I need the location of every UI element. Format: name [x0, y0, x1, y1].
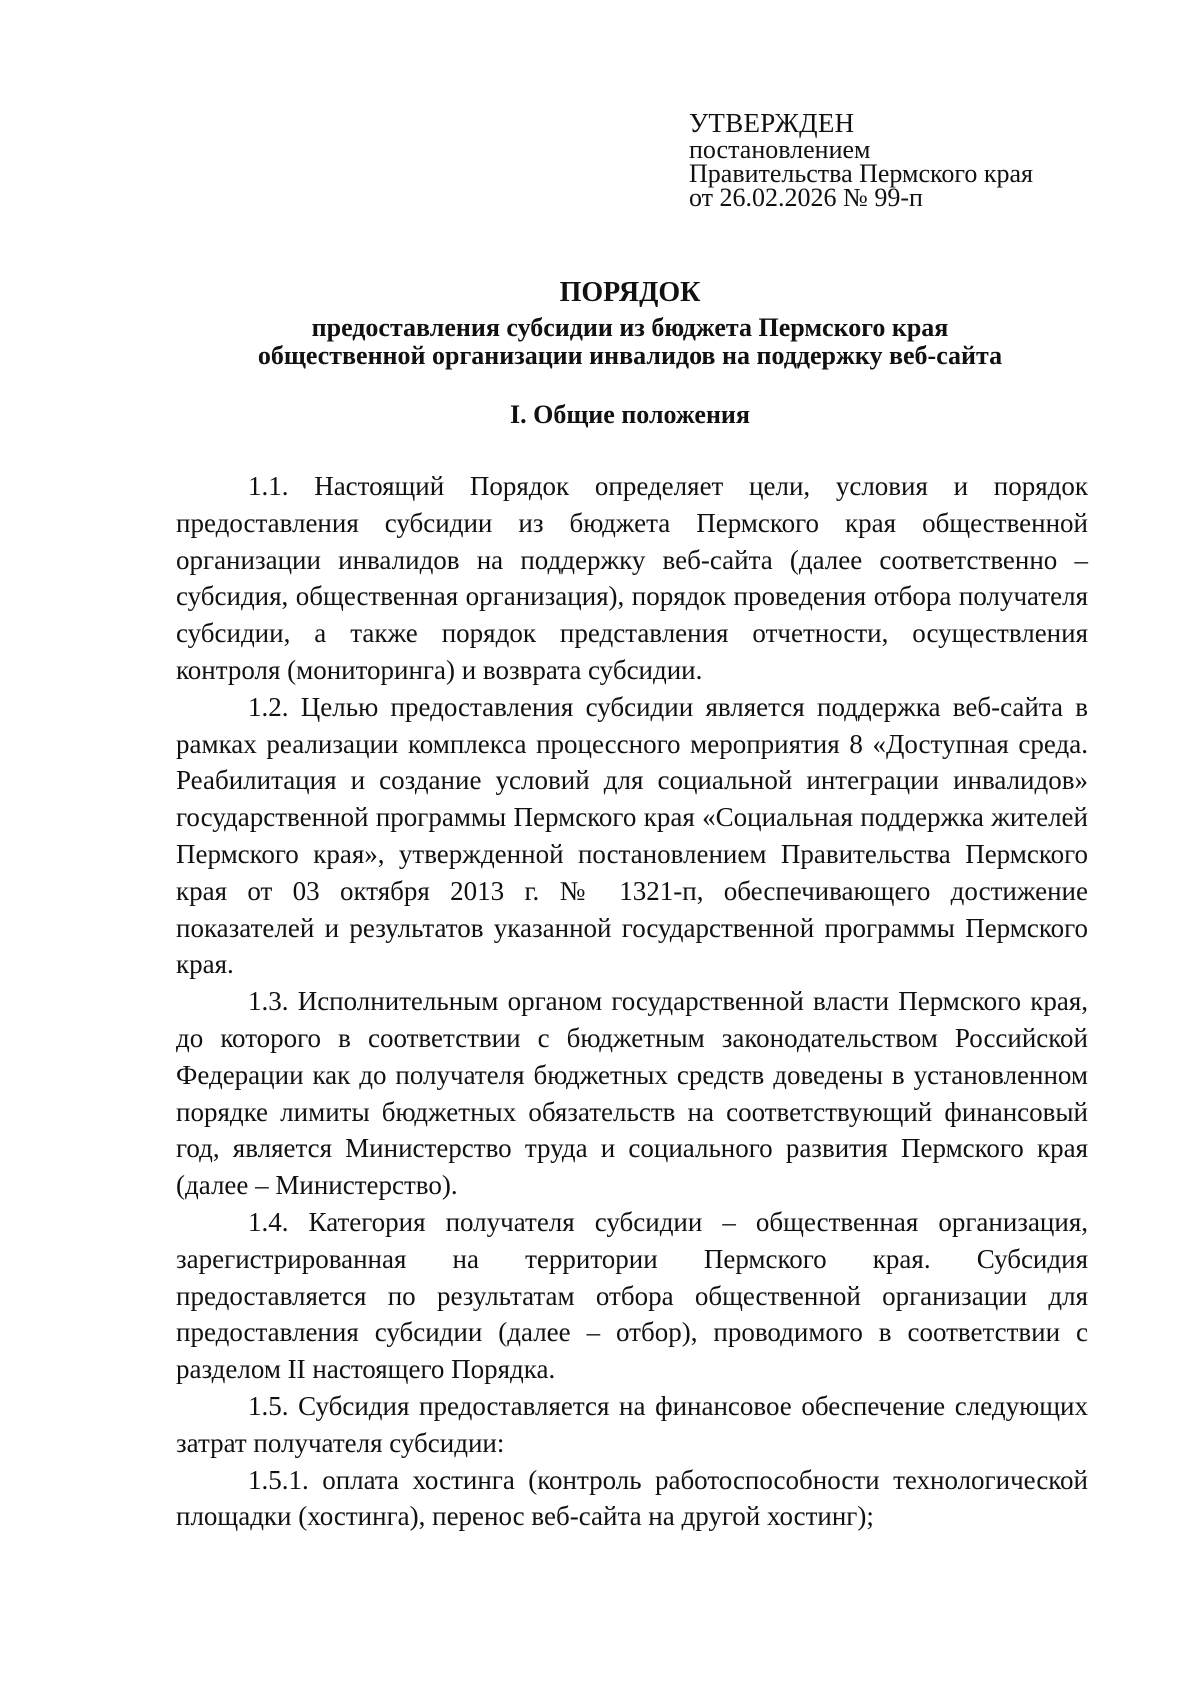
approval-stamp	[689, 108, 1109, 210]
document-body	[176, 468, 1088, 1535]
document-subtitle-line-2: общественной организации инвалидов на поддержку веб-сайта	[257, 341, 1003, 370]
paragraph-1-5-1: 1.5.1. оплата хостинга (контроль работоспособности технологической площадки (хостинга), перенос веб-сайта на другой хостинг);	[176, 1464, 1088, 1532]
approval-line-2: Правительства Пермского края	[689, 159, 1033, 188]
paragraph-1-1: 1.1. Настоящий Порядок определяет цели, условия и порядок предоставления субсидии из бюджета Пермского края общественной организации инвалидов на поддержку веб-сайта (далее соответственно – субсидия, общественная организация), порядок проведения отбора получателя субсидии, а также порядок представления отчетности, осуществления контроля (мониторинга) и возврата субсидии.	[176, 471, 1088, 685]
approval-line-1: постановлением	[689, 135, 871, 164]
approval-title: УТВЕРЖДЕН	[689, 108, 855, 138]
paragraph-1-2: 1.2. Целью предоставления субсидии является поддержка веб-сайта в рамках реализации комплекса процессного мероприятия 8 «Доступная среда. Реабилитация и создание условий для социальной интеграции инвалидов» государственной программы Пермского края «Социальная поддержка жителей Пермского края», утвержденной постановлением Правительства Пермского края от 03 октября 2013 г. № 1321-п, обеспечивающего достижение показателей и результатов указанной государственной программы Пермского края.	[176, 691, 1088, 980]
paragraph-1-3: 1.3. Исполнительным органом государственной власти Пермского края, до которого в соответствии с бюджетным законодательством Российской Федерации как до получателя бюджетных средств доведены в установленном порядке лимиты бюджетных обязательств на соответствующий финансовый год, является Министерство труда и социального развития Пермского края (далее – Министерство).	[176, 986, 1088, 1201]
document-subtitle	[160, 314, 1100, 370]
section-title: I. Общие положения	[510, 400, 750, 429]
document-title: ПОРЯДОК	[559, 277, 701, 308]
paragraph-1-4: 1.4. Категория получателя субсидии – общественная организация, зарегистрированная на территории Пермского края. Субсидия предоставляется по результатам отбора общественной организации для предоставления субсидии (далее – отбор), проводимого в соответствии с разделом II настоящего Порядка.	[176, 1206, 1088, 1385]
approval-line-3: от 26.02.2026 № 99-п	[689, 183, 923, 212]
paragraph-1-5: 1.5. Субсидия предоставляется на финансовое обеспечение следующих затрат получателя субсидии:	[176, 1390, 1088, 1458]
document-subtitle-line-1: предоставления субсидии из бюджета Пермского края	[311, 313, 949, 342]
